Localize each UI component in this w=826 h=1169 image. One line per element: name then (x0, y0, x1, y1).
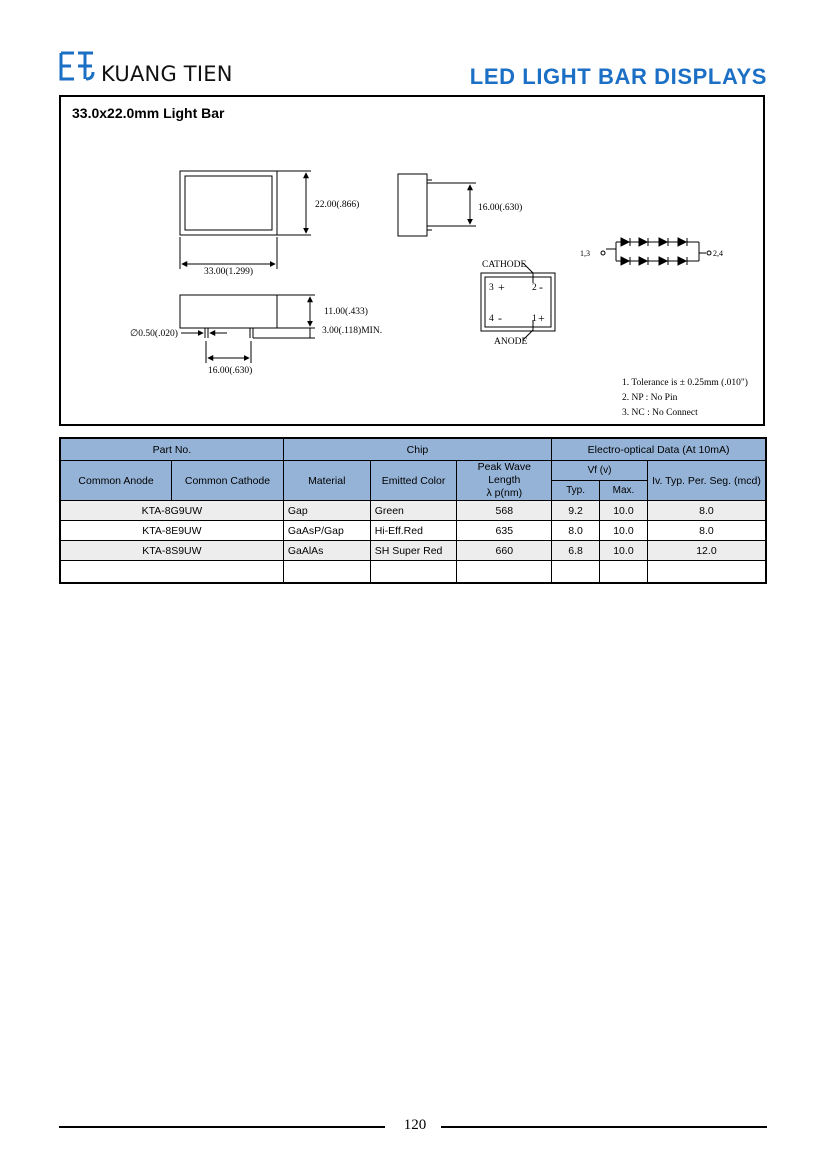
drawing-title: 33.0x22.0mm Light Bar (72, 105, 225, 121)
part-number-cell: KTA-8G9UW (60, 501, 283, 521)
color-cell: Green (370, 501, 457, 521)
note-tolerance: 1. Tolerance is ± 0.25mm (.010") (622, 378, 748, 388)
material-cell: Gap (283, 501, 370, 521)
header-common-anode: Common Anode (60, 461, 172, 501)
side-view (398, 174, 427, 236)
svg-text:+: + (498, 280, 505, 294)
header-common-cathode: Common Cathode (172, 461, 284, 501)
peak-cell: 568 (457, 501, 552, 521)
color-cell: Hi-Eff.Red (370, 521, 457, 541)
color-cell: SH Super Red (370, 541, 457, 561)
dim-pin-diameter: ∅0.50(.020) (130, 329, 178, 339)
table-row (60, 541, 766, 561)
table-row (60, 501, 766, 521)
front-view-inner (185, 176, 272, 230)
header-vf: Vf (v) (552, 461, 648, 481)
header-electro-optical: Electro-optical Data (At 10mA) (552, 438, 766, 461)
header-part-no: Part No. (60, 438, 283, 461)
dim-pin-length: 3.00(.118)MIN. (322, 326, 383, 336)
header-chip: Chip (283, 438, 551, 461)
circuit-right-pins: 2,4 (713, 249, 723, 258)
header-vf-typ: Typ. (552, 481, 600, 501)
iv-cell: 12.0 (647, 541, 766, 561)
iv-cell: 8.0 (647, 501, 766, 521)
footer-rule-left (59, 1126, 385, 1128)
vf-typ-cell: 9.2 (552, 501, 600, 521)
part-number-cell: KTA-8E9UW (60, 521, 283, 541)
brand-name: KUANG TIEN (101, 62, 233, 86)
kuang-tien-logo-icon (59, 50, 95, 82)
header-vf-max: Max. (600, 481, 648, 501)
drawing-notes (622, 376, 748, 421)
svg-text:-: - (539, 280, 543, 294)
dim-bottom-height: 11.00(.433) (324, 307, 368, 317)
page-title: LED LIGHT BAR DISPLAYS (469, 64, 767, 89)
material-cell: GaAsP/Gap (283, 521, 370, 541)
header-peak-line2: λ p(nm) (486, 487, 523, 499)
vf-max-cell: 10.0 (600, 541, 648, 561)
bottom-view (180, 295, 277, 328)
vf-max-cell: 10.0 (600, 501, 648, 521)
table-row (60, 521, 766, 541)
material-cell: GaAlAs (283, 541, 370, 561)
cathode-label: CATHODE (482, 260, 527, 270)
iv-cell: 8.0 (647, 521, 766, 541)
peak-cell: 660 (457, 541, 552, 561)
dimension-drawing (61, 97, 763, 424)
note-no-connect: 3. NC : No Connect (622, 408, 698, 418)
anode-label: ANODE (494, 337, 528, 347)
part-number-cell: KTA-8S9UW (60, 541, 283, 561)
svg-text:+: + (538, 311, 545, 325)
header-peak-line1: Peak Wave Length (477, 461, 531, 486)
vf-max-cell: 10.0 (600, 521, 648, 541)
circuit-left-pins: 1,3 (580, 249, 590, 258)
header-emitted-color: Emitted Color (370, 461, 457, 501)
vf-typ-cell: 6.8 (552, 541, 600, 561)
header-peak-wave-length (457, 461, 552, 501)
pin-3-label: 3 (489, 283, 494, 293)
dim-side-depth: 16.00(.630) (478, 203, 523, 213)
header-material: Material (283, 461, 370, 501)
page-number: 120 (403, 1117, 427, 1133)
dim-front-width: 33.00(1.299) (204, 267, 254, 277)
pin-4-label: 4 (489, 314, 494, 324)
header-iv: Iv. Typ. Per. Seg. (mcd) (647, 461, 766, 501)
front-view-outer (180, 171, 277, 235)
peak-cell: 635 (457, 521, 552, 541)
dim-front-height: 22.00(.866) (315, 200, 360, 210)
note-no-pin: 2. NP : No Pin (622, 393, 678, 403)
svg-text:-: - (498, 311, 502, 325)
spec-table (59, 437, 767, 584)
pin-1-label: 1 (532, 314, 537, 324)
footer-rule-right (441, 1126, 767, 1128)
table-row-empty (60, 561, 766, 584)
pin-2-label: 2 (532, 283, 537, 293)
vf-typ-cell: 8.0 (552, 521, 600, 541)
dim-pin-spacing: 16.00(.630) (208, 366, 253, 376)
